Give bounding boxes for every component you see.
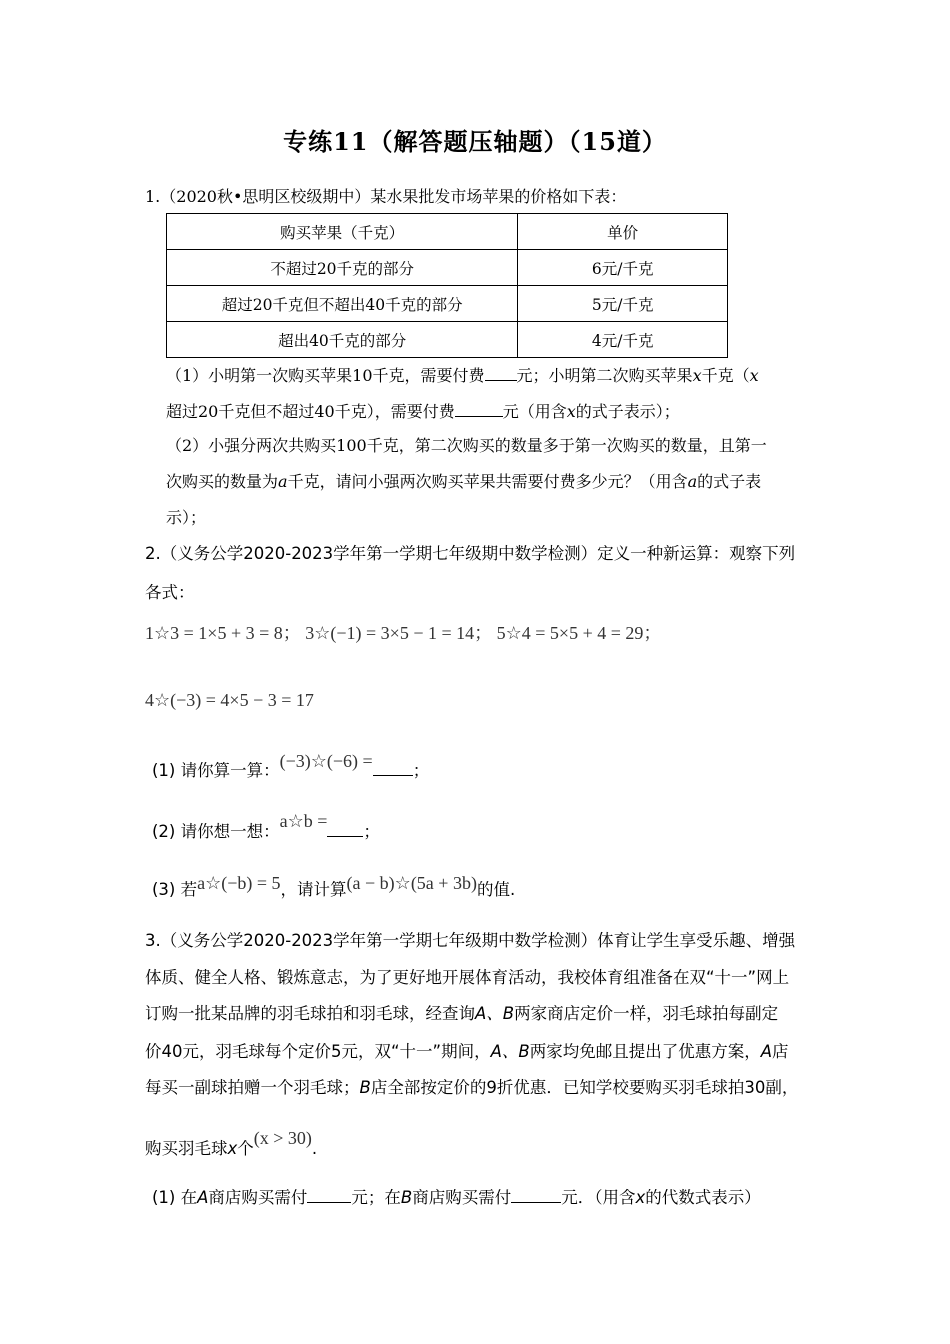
q1-sub2-line3: 示）； xyxy=(166,508,207,527)
answer-blank[interactable] xyxy=(485,364,517,381)
q1-sub1-line1: （1）小明第一次购买苹果10千克，需要付费 元；小明第二次购买苹果x千克（x xyxy=(166,366,759,385)
q2-equations-row: 1☆3 = 1×5 + 3 = 8； 3☆(−1) = 3×5 − 1 = 14； 5☆4 = 5×5 + 4 = 29； xyxy=(145,623,662,643)
q2-sub1: (1) 请你算一算：(−3)☆(−6) = ； xyxy=(152,751,430,780)
table-cell: 超出40千克的部分 xyxy=(167,322,518,358)
table-cell: 6元/千克 xyxy=(518,250,728,286)
q2-sub2: (2) 请你想一想：a☆b =； xyxy=(152,811,380,841)
q3-line1: 3.（义务公学2020-2023学年第一学期七年级期中数学检测）体育让学生享受乐趣、增强 xyxy=(145,931,796,950)
equation: 1☆3 = 1×5 + 3 = 8 xyxy=(145,623,283,643)
table-cell: 5元/千克 xyxy=(518,286,728,322)
page-title: 专练11（解答题压轴题）（15道） xyxy=(283,127,667,156)
answer-blank[interactable] xyxy=(373,759,413,776)
q1-intro: 1.（2020秋•思明区校级期中）某水果批发市场苹果的价格如下表： xyxy=(145,187,627,206)
answer-blank[interactable] xyxy=(511,1186,561,1203)
table-row xyxy=(167,250,728,286)
q3-line5: 每买一副球拍赠一个羽毛球；B店全部按定价的9折优惠．已知学校要购买羽毛球拍30副， xyxy=(145,1078,799,1097)
answer-blank[interactable] xyxy=(307,1186,351,1203)
q3-line2: 体质、健全人格、锻炼意志，为了更好地开展体育活动，我校体育组准备在双“十一”网上 xyxy=(145,968,790,987)
answer-blank[interactable] xyxy=(327,820,363,837)
table-header-cell: 购买苹果（千克） xyxy=(167,214,518,250)
price-table xyxy=(166,213,728,358)
equation: 3☆(−1) = 3×5 − 1 = 14 xyxy=(305,623,475,643)
q1-sub2-line2: 次购买的数量为a千克，请问小强两次购买苹果共需要付费多少元？（用含a的式子表 xyxy=(166,472,762,491)
q3-line4: 价40元，羽毛球每个定价5元，双“十一”期间，A、B两家均免邮且提出了优惠方案，A店 xyxy=(145,1042,789,1061)
q3-line3: 订购一批某品牌的羽毛球拍和羽毛球，经查询A、B两家商店定价一样，羽毛球拍每副定 xyxy=(145,1004,779,1023)
q2-intro-line1: 2.（义务公学2020-2023学年第一学期七年级期中数学检测）定义一种新运算：观察下列 xyxy=(145,544,796,563)
q1-sub2-line1: （2）小强分两次共购买100千克，第二次购买的数量多于第一次购买的数量，且第一 xyxy=(166,436,767,455)
q3-sub1: (1) 在A商店购买需付 元；在B商店购买需付 元．（用含x的代数式表示） xyxy=(152,1188,761,1207)
q1-sub1-line2: 超过20千克但不超过40千克），需要付费 元（用含x的式子表示）； xyxy=(166,402,680,421)
equation: 4☆(−3) = 4×5 − 3 = 17 xyxy=(145,690,314,710)
q2-sub3: (3) 若a☆(−b) = 5，请计算(a − b)☆(5a + 3b)的值. xyxy=(152,873,516,899)
table-row xyxy=(167,286,728,322)
table-row xyxy=(167,322,728,358)
table-header-cell: 单价 xyxy=(518,214,728,250)
table-header-row xyxy=(167,214,728,250)
table-cell: 超过20千克但不超出40千克的部分 xyxy=(167,286,518,322)
table-cell: 不超过20千克的部分 xyxy=(167,250,518,286)
equation: 5☆4 = 5×5 + 4 = 29 xyxy=(496,623,644,643)
q2-intro-line2: 各式： xyxy=(145,583,195,602)
answer-blank[interactable] xyxy=(455,400,503,417)
table-cell: 4元/千克 xyxy=(518,322,728,358)
q3-line6: 购买羽毛球x个(x > 30). xyxy=(145,1128,318,1158)
